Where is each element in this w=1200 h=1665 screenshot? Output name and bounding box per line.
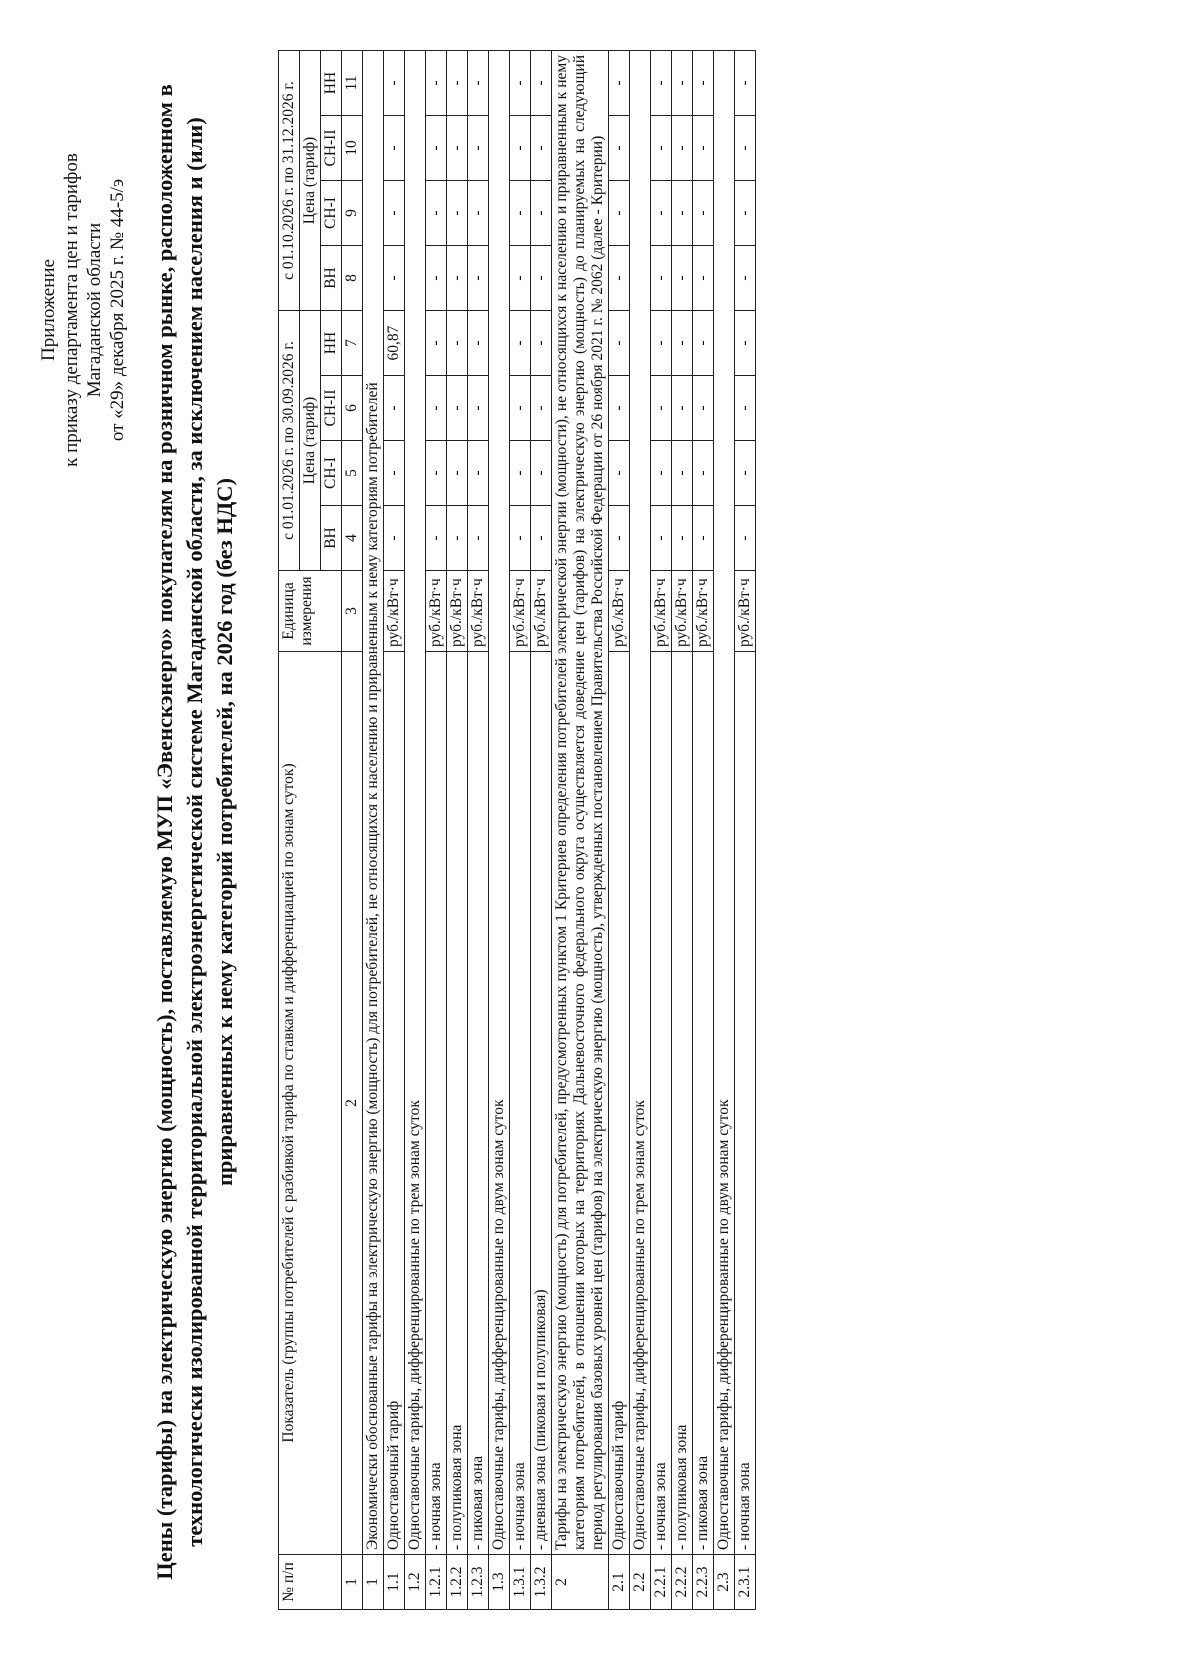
row-num: 1 bbox=[363, 1555, 384, 1610]
row-num: 1.2.1 bbox=[426, 1555, 447, 1610]
subsection-row bbox=[405, 51, 426, 1610]
row-label: - полупиковая зона bbox=[672, 652, 693, 1555]
row-value: - bbox=[426, 506, 447, 571]
table-header-row bbox=[279, 51, 300, 1610]
row-value: - bbox=[672, 506, 693, 571]
row-label: - ночная зона bbox=[510, 652, 531, 1555]
row-label: - ночная зона bbox=[651, 652, 672, 1555]
row-value: - bbox=[426, 441, 447, 506]
header-price: Цена (тариф) bbox=[300, 51, 321, 311]
column-number: 4 bbox=[342, 506, 363, 571]
appendix-line: Приложение bbox=[38, 259, 59, 361]
row-value: - bbox=[672, 116, 693, 181]
row-value: - bbox=[735, 311, 756, 376]
row-value: - bbox=[531, 441, 552, 506]
row-value: - bbox=[735, 376, 756, 441]
column-number: 11 bbox=[342, 51, 363, 116]
row-value: - bbox=[609, 116, 630, 181]
row-num: 1.2 bbox=[405, 1555, 426, 1610]
section-row bbox=[363, 51, 384, 1610]
row-num: 1.2.3 bbox=[468, 1555, 489, 1610]
table-row bbox=[609, 51, 630, 1610]
row-num: 2.2 bbox=[630, 1555, 651, 1610]
row-num: 1.3.1 bbox=[510, 1555, 531, 1610]
row-value: - bbox=[531, 116, 552, 181]
row-unit: руб./кВт·ч bbox=[384, 571, 405, 652]
row-value: - bbox=[426, 376, 447, 441]
row-value: - bbox=[693, 506, 714, 571]
table-row bbox=[426, 51, 447, 1610]
column-number-row bbox=[342, 51, 363, 1610]
row-value: - bbox=[426, 181, 447, 246]
appendix-line: Магаданской области bbox=[84, 222, 105, 398]
subsection-text: Одноставочные тарифы, дифференцированные по трем зонам суток bbox=[630, 51, 651, 1555]
row-value: - bbox=[468, 506, 489, 571]
row-value: - bbox=[609, 441, 630, 506]
row-value: - bbox=[651, 181, 672, 246]
row-label: - ночная зона bbox=[735, 652, 756, 1555]
row-value: - bbox=[609, 181, 630, 246]
row-value: - bbox=[693, 441, 714, 506]
row-value: - bbox=[447, 311, 468, 376]
row-value: - bbox=[384, 246, 405, 311]
column-number: 2 bbox=[342, 652, 363, 1555]
row-value: - bbox=[468, 441, 489, 506]
appendix-block bbox=[37, 50, 129, 570]
row-label: - ночная зона bbox=[426, 652, 447, 1555]
subsection-text: Одноставочные тарифы, дифференцированные по двум зонам суток bbox=[489, 51, 510, 1555]
row-value: - bbox=[447, 116, 468, 181]
row-value: - bbox=[693, 51, 714, 116]
row-value: - bbox=[510, 246, 531, 311]
row-value: - bbox=[426, 311, 447, 376]
row-unit: руб./кВт·ч bbox=[531, 571, 552, 652]
row-num: 2.2.1 bbox=[651, 1555, 672, 1610]
header-level: НН bbox=[321, 51, 342, 116]
row-value: 60,87 bbox=[384, 311, 405, 376]
row-value: - bbox=[651, 376, 672, 441]
header-period-2: с 01.10.2026 г. по 31.12.2026 г. bbox=[279, 51, 300, 311]
row-value: - bbox=[672, 246, 693, 311]
row-num: 2.1 bbox=[609, 1555, 630, 1610]
row-unit: руб./кВт·ч bbox=[672, 571, 693, 652]
rotated-landscape-content bbox=[35, 32, 1165, 1632]
row-unit: руб./кВт·ч bbox=[609, 571, 630, 652]
row-value: - bbox=[384, 181, 405, 246]
header-level: СН-II bbox=[321, 376, 342, 441]
row-value: - bbox=[735, 116, 756, 181]
row-num: 2.3.1 bbox=[735, 1555, 756, 1610]
table-row bbox=[735, 51, 756, 1610]
row-value: - bbox=[531, 506, 552, 571]
row-value: - bbox=[510, 311, 531, 376]
row-label: Одноставочный тариф bbox=[384, 652, 405, 1555]
column-number: 6 bbox=[342, 376, 363, 441]
table-row bbox=[672, 51, 693, 1610]
row-value: - bbox=[447, 441, 468, 506]
header-level: СН-II bbox=[321, 116, 342, 181]
header-num: № п/п bbox=[279, 1555, 342, 1610]
row-value: - bbox=[609, 376, 630, 441]
row-value: - bbox=[531, 311, 552, 376]
row-value: - bbox=[531, 51, 552, 116]
row-value: - bbox=[735, 506, 756, 571]
subsection-row bbox=[630, 51, 651, 1610]
row-value: - bbox=[693, 181, 714, 246]
row-unit: руб./кВт·ч bbox=[735, 571, 756, 652]
row-value: - bbox=[447, 376, 468, 441]
table-row bbox=[384, 51, 405, 1610]
row-value: - bbox=[531, 246, 552, 311]
row-value: - bbox=[735, 246, 756, 311]
row-value: - bbox=[672, 51, 693, 116]
row-value: - bbox=[510, 51, 531, 116]
row-value: - bbox=[510, 376, 531, 441]
row-value: - bbox=[384, 376, 405, 441]
row-value: - bbox=[651, 311, 672, 376]
column-number: 5 bbox=[342, 441, 363, 506]
section-text: Экономически обоснованные тарифы на электрическую энергию (мощность) для потребителей, не относящихся к населению и приравненным к нему категориям потребителей bbox=[363, 51, 384, 1555]
column-number: 10 bbox=[342, 116, 363, 181]
appendix-line: от «29» декабря 2025 г. № 44-5/э bbox=[107, 178, 128, 442]
row-unit: руб./кВт·ч bbox=[468, 571, 489, 652]
row-value: - bbox=[672, 181, 693, 246]
row-value: - bbox=[693, 246, 714, 311]
row-value: - bbox=[693, 116, 714, 181]
header-unit: Единица измерения bbox=[279, 571, 342, 652]
header-level: СН-I bbox=[321, 441, 342, 506]
row-unit: руб./кВт·ч bbox=[447, 571, 468, 652]
row-value: - bbox=[426, 246, 447, 311]
header-indicator: Показатель (группы потребителей с разбивкой тарифа по ставкам и дифференциацией по зонам суток) bbox=[279, 652, 342, 1555]
row-value: - bbox=[651, 441, 672, 506]
subsection-text: Одноставочные тарифы, дифференцированные по двум зонам суток bbox=[714, 51, 735, 1555]
table-row bbox=[510, 51, 531, 1610]
row-label: - полупиковая зона bbox=[447, 652, 468, 1555]
section-row bbox=[552, 51, 609, 1610]
row-value: - bbox=[447, 506, 468, 571]
column-number: 7 bbox=[342, 311, 363, 376]
row-value: - bbox=[693, 311, 714, 376]
row-value: - bbox=[609, 506, 630, 571]
row-value: - bbox=[609, 311, 630, 376]
tariff-table bbox=[278, 50, 756, 1610]
row-value: - bbox=[468, 376, 489, 441]
row-unit: руб./кВт·ч bbox=[693, 571, 714, 652]
row-num: 1.3.2 bbox=[531, 1555, 552, 1610]
appendix-line: к приказу департамента цен и тарифов bbox=[61, 153, 82, 467]
row-value: - bbox=[468, 311, 489, 376]
row-value: - bbox=[735, 181, 756, 246]
row-value: - bbox=[426, 51, 447, 116]
row-num: 1.1 bbox=[384, 1555, 405, 1610]
row-unit: руб./кВт·ч bbox=[651, 571, 672, 652]
row-value: - bbox=[735, 51, 756, 116]
row-value: - bbox=[531, 376, 552, 441]
row-num: 1.3 bbox=[489, 1555, 510, 1610]
column-number: 8 bbox=[342, 246, 363, 311]
header-level: НН bbox=[321, 311, 342, 376]
row-value: - bbox=[735, 441, 756, 506]
row-value: - bbox=[693, 376, 714, 441]
row-value: - bbox=[384, 506, 405, 571]
column-number: 9 bbox=[342, 181, 363, 246]
row-value: - bbox=[510, 441, 531, 506]
header-level: ВН bbox=[321, 246, 342, 311]
table-row bbox=[531, 51, 552, 1610]
header-period-1: с 01.01.2026 г. по 30.09.2026 г. bbox=[279, 311, 300, 571]
column-number: 1 bbox=[342, 1555, 363, 1610]
row-value: - bbox=[447, 181, 468, 246]
subsection-row bbox=[714, 51, 735, 1610]
table-row bbox=[447, 51, 468, 1610]
row-value: - bbox=[426, 116, 447, 181]
row-value: - bbox=[609, 51, 630, 116]
row-value: - bbox=[651, 51, 672, 116]
row-value: - bbox=[651, 506, 672, 571]
row-value: - bbox=[384, 116, 405, 181]
row-value: - bbox=[651, 116, 672, 181]
document-title: Цены (тарифы) на электрическую энергию (мощность), поставляемую МУП «Эвенскэнерго» покупателям на розничном рынке, расположенном в технологически изолированной территориальной электроэнергетической системе Магаданской области, за исключением населения и (или) приравненных к нему категорий потребителей, на 2026 год (без НДС) bbox=[152, 84, 237, 1580]
row-num: 1.2.2 bbox=[447, 1555, 468, 1610]
row-num: 2 bbox=[552, 1555, 609, 1610]
row-value: - bbox=[672, 376, 693, 441]
row-num: 2.2.3 bbox=[693, 1555, 714, 1610]
row-unit: руб./кВт·ч bbox=[426, 571, 447, 652]
row-num: 2.3 bbox=[714, 1555, 735, 1610]
section-text: Тарифы на электрическую энергию (мощность) для потребителей, предусмотренных пунктом 1 Критериев определения потребителей электрической энергии (мощности), не относящихся к населению и приравненным к нему категориям потребителей, в отношении которых на территориях Дальневосточного федерального округа осуществляется доведение цен (тарифов) на электрическую энергию (мощность) до планируемых на следующий период регулирования базовых уровней цен (тарифов) на электрическую энергию (мощность), утвержденных постановлением Правительства Российской Федерации от 26 ноября 2021 г. № 2062 (далее - Критерии) bbox=[552, 51, 609, 1555]
row-value: - bbox=[672, 441, 693, 506]
subsection-text: Одноставочные тарифы, дифференцированные по трем зонам суток bbox=[405, 51, 426, 1555]
table-row bbox=[651, 51, 672, 1610]
row-label: - пиковая зона bbox=[468, 652, 489, 1555]
row-value: - bbox=[510, 181, 531, 246]
row-value: - bbox=[672, 311, 693, 376]
row-value: - bbox=[384, 441, 405, 506]
row-value: - bbox=[468, 51, 489, 116]
table-row bbox=[468, 51, 489, 1610]
header-level: ВН bbox=[321, 506, 342, 571]
row-value: - bbox=[609, 246, 630, 311]
row-value: - bbox=[384, 51, 405, 116]
row-label: - пиковая зона bbox=[693, 652, 714, 1555]
subsection-row bbox=[489, 51, 510, 1610]
row-value: - bbox=[447, 51, 468, 116]
column-number: 3 bbox=[342, 571, 363, 652]
row-value: - bbox=[510, 116, 531, 181]
row-value: - bbox=[468, 116, 489, 181]
row-value: - bbox=[468, 181, 489, 246]
row-label: Одноставочный тариф bbox=[609, 652, 630, 1555]
row-value: - bbox=[531, 181, 552, 246]
row-value: - bbox=[468, 246, 489, 311]
row-value: - bbox=[447, 246, 468, 311]
row-value: - bbox=[510, 506, 531, 571]
row-unit: руб./кВт·ч bbox=[510, 571, 531, 652]
table-row bbox=[693, 51, 714, 1610]
header-level: СН-I bbox=[321, 181, 342, 246]
row-num: 2.2.2 bbox=[672, 1555, 693, 1610]
row-value: - bbox=[651, 246, 672, 311]
row-label: - дневная зона (пиковая и полупиковая) bbox=[531, 652, 552, 1555]
header-price: Цена (тариф) bbox=[300, 311, 321, 571]
